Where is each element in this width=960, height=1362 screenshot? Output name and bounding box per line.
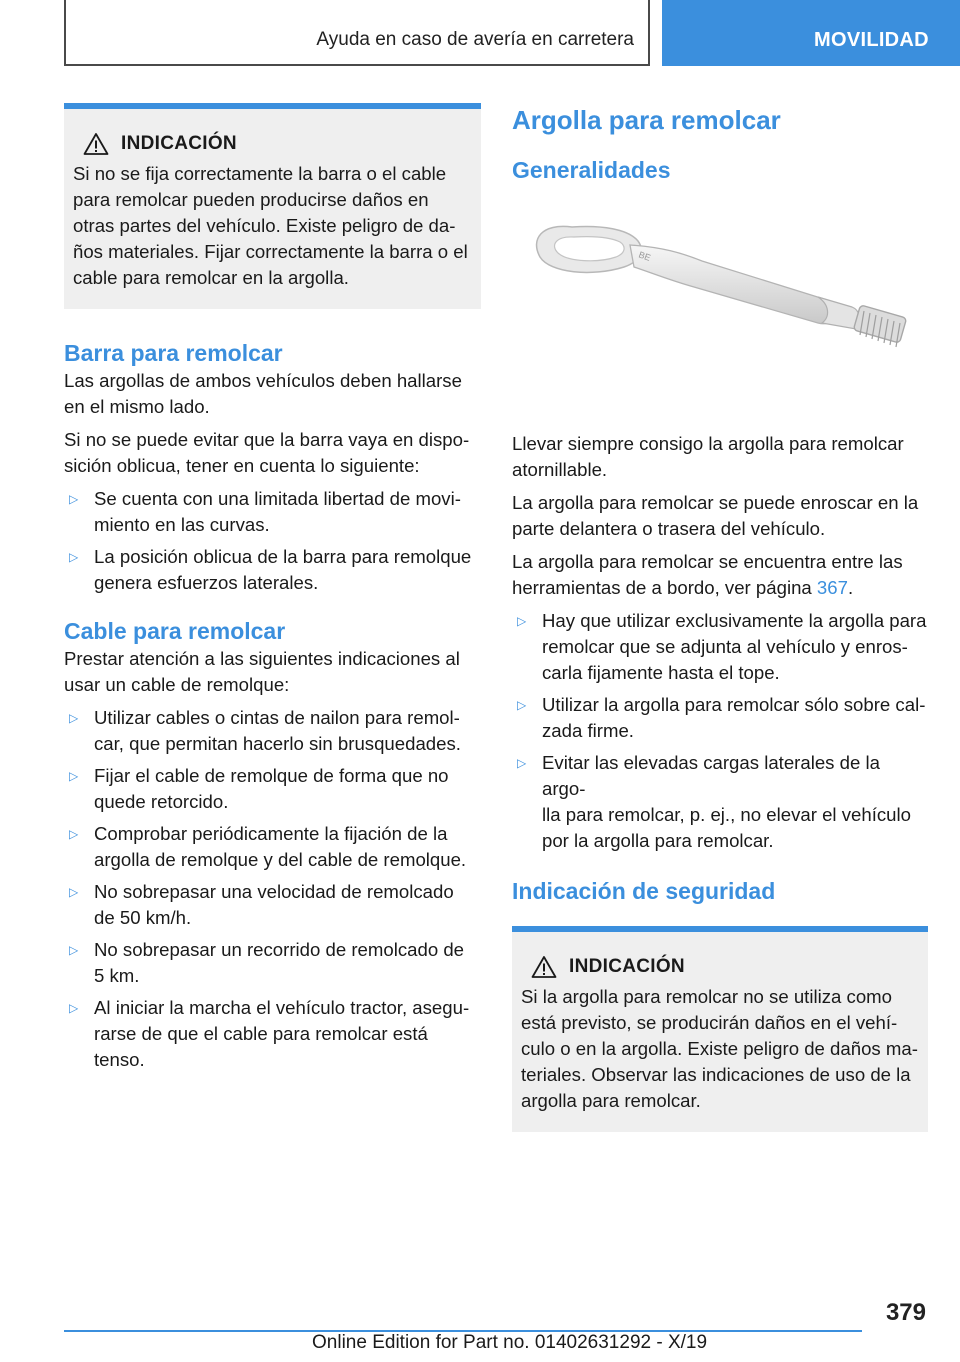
bullet-arrow-icon: ▷ (69, 492, 79, 506)
list-item: ▷ Utilizar la argolla para remolcar sólo sobre cal- zada firme. (512, 692, 928, 744)
list-item: ▷ No sobrepasar una velocidad de remolcado de 50 km/h. (64, 879, 481, 931)
notice-title: INDICACIÓN (569, 956, 685, 977)
notice-box (512, 926, 928, 1132)
towing-eye-illustration (512, 187, 928, 427)
footer-edition: Online Edition for Part no. 01402631292 - X/19 (312, 1332, 708, 1353)
bullet-arrow-icon: ▷ (69, 885, 79, 899)
bullet-arrow-icon: ▷ (69, 943, 79, 957)
warning-triangle-icon (83, 132, 109, 156)
warning-triangle-icon (531, 955, 557, 979)
location-para: La argolla para remolcar se encuentra entre las herramientas de a bordo, ver página 367. (512, 551, 903, 598)
header-chapter-tab[interactable] (662, 0, 960, 66)
header-section-title: Ayuda en caso de avería en carretera (316, 29, 634, 50)
towing-eye-image (512, 187, 928, 427)
left-column (64, 103, 481, 1080)
tow-bar-para-1: Las argollas de ambos vehículos deben hallarse en el mismo lado. (64, 370, 462, 417)
section-title: Argolla para remolcar (512, 105, 781, 135)
list-item: ▷ La posición oblicua de la barra para remolque genera esfuerzos laterales. (64, 544, 481, 596)
notice-header (531, 954, 919, 980)
right-column (512, 103, 928, 1132)
safety-heading: Indicación de seguridad (512, 878, 776, 904)
list-item: ▷ Utilizar cables o cintas de nailon para remol- car, que permitan hacerlo sin brusquedades. (64, 705, 481, 757)
list-item: ▷ Comprobar periódicamente la fijación de la argolla de remolque y del cable de remolque. (64, 821, 481, 873)
list-item: ▷ Fijar el cable de remolque de forma que no quede retorcido. (64, 763, 481, 815)
list-item: ▷ Hay que utilizar exclusivamente la argolla para remolcar que se adjunta al vehículo y enros- carla fijamente hasta el tope. (512, 608, 928, 686)
notice-box (64, 103, 481, 309)
tow-cable-heading: Cable para remolcar (64, 618, 286, 644)
carry-eye-para: Llevar siempre consigo la argolla para remolcar atornillable. (512, 433, 904, 480)
bullet-arrow-icon: ▷ (69, 711, 79, 725)
tow-cable-list (64, 705, 481, 1073)
mount-eye-para: La argolla para remolcar se puede enroscar en la parte delantera o trasera del vehículo. (512, 492, 919, 539)
bullet-arrow-icon: ▷ (69, 550, 79, 564)
header-section-box (64, 0, 650, 66)
notice-text: Si no se fija correctamente la barra o el cable para remolcar pueden producirse daños en otras partes del vehículo. Existe peligro de da- ños materiales. Fijar correctamente la barra o el cable para remolcar en la argolla. (73, 163, 468, 288)
header-chapter-title: MOVILIDAD (814, 29, 929, 51)
notice-header (83, 131, 472, 157)
page-reference-link[interactable]: 367 (816, 577, 848, 598)
general-heading: Generalidades (512, 157, 671, 183)
notice-text: Si la argolla para remolcar no se utiliza como está previsto, se producirán daños en el vehí- culo o en la argolla. Existe peligro de daños ma- teriales. Observar las indicaciones de uso de la argolla para remolcar. (521, 986, 918, 1111)
tow-bar-para-2: Si no se puede evitar que la barra vaya en dispo- sición oblicua, tener en cuenta lo siguiente: (64, 429, 470, 476)
list-item: ▷ Evitar las elevadas cargas laterales de la argo- lla para remolcar, p. ej., no elevar el vehículo por la argolla para remolcar. (512, 750, 928, 854)
page-number: 379 (885, 1299, 926, 1326)
bullet-arrow-icon: ▷ (69, 769, 79, 783)
svg-text:BE: BE (637, 249, 653, 263)
bullet-arrow-icon: ▷ (69, 827, 79, 841)
list-item: ▷ Al iniciar la marcha el vehículo tractor, asegu- rarse de que el cable para remolcar está tenso. (64, 995, 481, 1073)
list-item: ▷ Se cuenta con una limitada libertad de movi- miento en las curvas. (64, 486, 481, 538)
notice-title: INDICACIÓN (121, 133, 237, 154)
tow-cable-para-1: Prestar atención a las siguientes indicaciones al usar un cable de remolque: (64, 648, 460, 695)
bullet-arrow-icon: ▷ (517, 698, 527, 712)
towing-eye-list (512, 608, 928, 854)
list-item: ▷ No sobrepasar un recorrido de remolcado de 5 km. (64, 937, 481, 989)
bullet-arrow-icon: ▷ (69, 1001, 79, 1015)
tow-bar-list (64, 486, 481, 596)
bullet-arrow-icon: ▷ (517, 756, 527, 770)
bullet-arrow-icon: ▷ (517, 614, 527, 628)
tow-bar-heading: Barra para remolcar (64, 340, 283, 366)
